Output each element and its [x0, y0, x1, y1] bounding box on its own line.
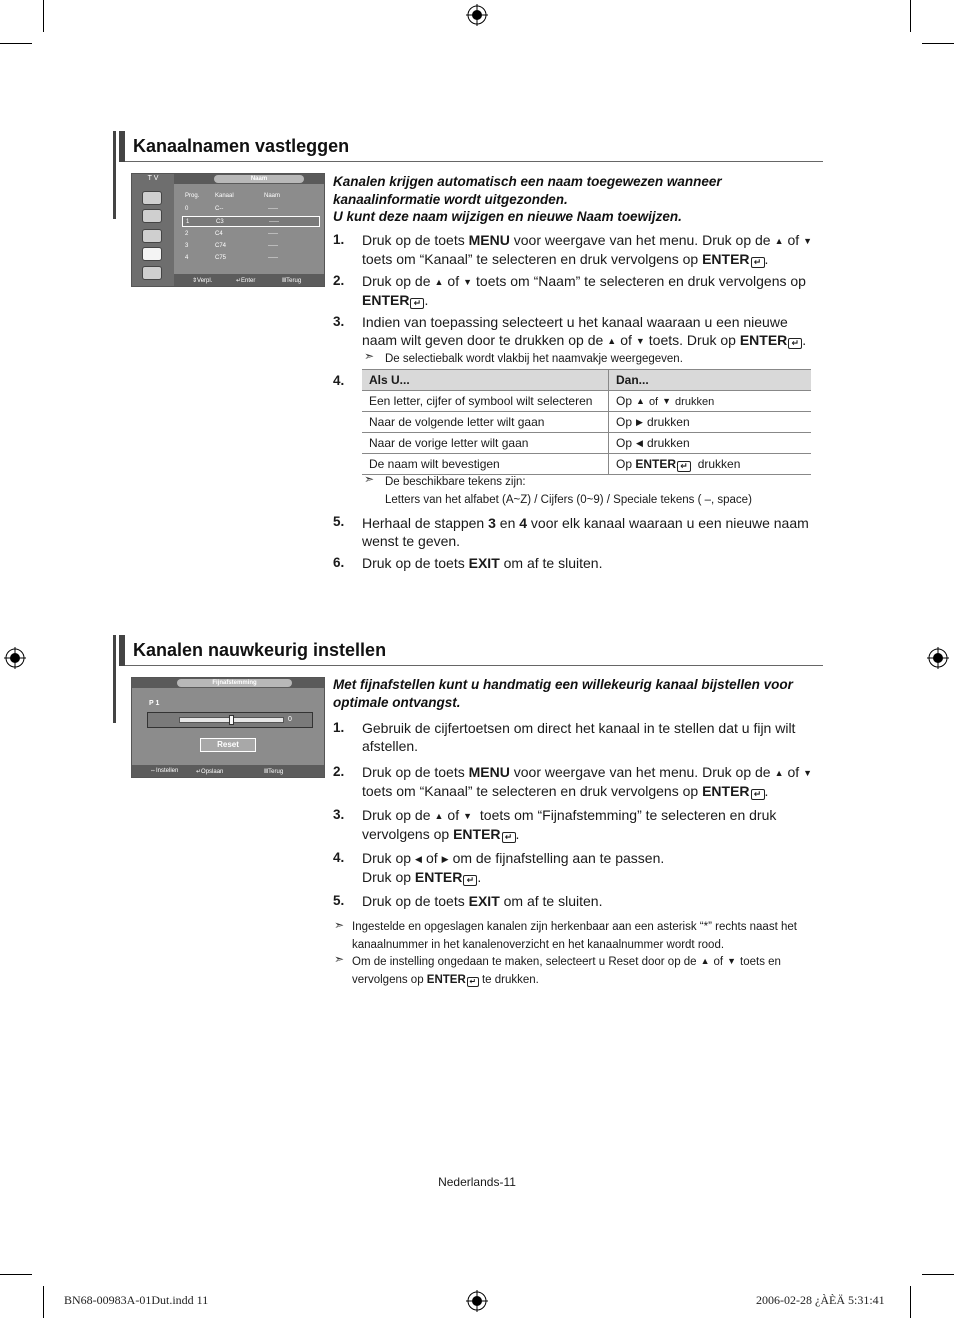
text: Druk op de toets — [362, 232, 469, 248]
text: Op — [616, 415, 633, 429]
enter-icon: ↵ — [502, 832, 516, 843]
section-rule — [125, 161, 823, 162]
note-line: kanaalnummer in het kanalenoverzicht en het kanaalnummer wordt rood. — [352, 939, 725, 951]
text: voor weergave van het menu. Druk op de — [509, 764, 771, 780]
table-row — [362, 412, 811, 433]
table-row — [362, 391, 811, 412]
text: drukken — [697, 456, 741, 471]
up-arrow-icon: ▲ — [434, 277, 444, 287]
text: . — [764, 251, 769, 267]
key-label: EXIT — [468, 893, 500, 909]
registration-mark-icon — [4, 647, 26, 669]
table-header-row — [362, 370, 811, 391]
down-arrow-icon: ▼ — [635, 336, 645, 346]
key-label: ENTER — [414, 869, 463, 885]
up-arrow-icon: ▲ — [607, 336, 617, 346]
key-label: ENTER — [739, 332, 788, 348]
intro-line: Kanalen krijgen automatisch een naam toegewezen wanneer — [333, 174, 722, 189]
crop-mark — [43, 0, 44, 32]
tv-menu-footer — [174, 274, 324, 286]
footer-hint-label: Terug — [268, 769, 284, 775]
column-header: Kanaal — [215, 193, 234, 199]
naam-cell: ----- — [269, 219, 279, 225]
footer-hint-label: Verpl. — [197, 278, 213, 284]
column-header: Prog. — [185, 193, 200, 199]
note-arrow-icon: ➣ — [364, 349, 375, 363]
tv-menu-fijnafstemming-screenshot — [131, 677, 325, 778]
text: Om de instelling ongedaan te maken, selecteert u Reset door op de — [352, 956, 697, 968]
step-text — [362, 272, 822, 309]
naam-cell: ----- — [268, 206, 278, 212]
up-arrow-icon: ▲ — [774, 768, 784, 778]
note-line: Letters van het alfabet (A~Z) / Cijfers (0~9) / Speciale tekens ( –, space) — [385, 494, 752, 506]
enter-icon: ↵ — [410, 298, 424, 309]
prog-cell: 1 — [186, 219, 190, 225]
table-cell — [609, 412, 812, 433]
text: of — [620, 332, 632, 348]
step-number: 2. — [333, 273, 345, 288]
text: voor weergave van het menu. Druk op de — [509, 232, 771, 248]
text: toets. Druk op — [648, 332, 740, 348]
footer-hint-enter: ↵Enter — [236, 278, 256, 284]
note-line: De beschikbare tekens zijn: — [385, 476, 526, 488]
step-text — [362, 313, 822, 350]
note-text — [352, 952, 822, 989]
table-cell — [609, 433, 812, 454]
text: Druk op de — [362, 807, 431, 823]
key-label: MENU — [468, 764, 510, 780]
section-accent-bar — [119, 131, 125, 162]
prog-cell: 3 — [185, 243, 189, 249]
enter-icon: ↵ — [467, 977, 479, 987]
up-arrow-icon: ▲ — [774, 236, 784, 246]
text: Herhaal de stappen — [362, 515, 489, 531]
bold-text: 3 — [488, 515, 496, 531]
action-table — [362, 369, 811, 475]
enter-icon: ↵ — [463, 875, 477, 886]
kanaal-cell: C4 — [215, 231, 223, 237]
crop-mark — [922, 43, 954, 44]
text: vervolgens op — [352, 974, 427, 986]
intro-line: Met fijnafstellen kunt u handmatig een willekeurig kanaal bijstellen voor — [333, 677, 793, 692]
step-text: Druk op de toets MENU voor weergave van het menu. Druk op de ▲ of ▼ toets om “Kanaal” te selecteren en druk vervolgens op ENTER ↵ . — [362, 763, 822, 800]
tv-menu-sidebar — [132, 174, 174, 286]
naam-cell: ----- — [268, 231, 278, 237]
tv-menu-row-selected — [182, 216, 320, 227]
step-text: Druk op de ▲ of ▼ toets om “Fijnafstemming” te selecteren en druk vervolgens op ENTER ↵ . — [362, 807, 777, 842]
down-arrow-icon: ▼ — [803, 236, 813, 246]
section-intro — [333, 676, 793, 711]
step-text — [362, 231, 822, 268]
text: of — [425, 850, 438, 866]
down-arrow-icon: ▼ — [662, 396, 672, 406]
left-arrow-icon: ◀ — [636, 438, 643, 448]
tv-menu-header — [174, 174, 324, 184]
text: Druk op de toets — [362, 555, 469, 571]
registration-mark-icon — [466, 4, 488, 26]
section-accent-bar — [119, 635, 125, 666]
section-accent-bar — [113, 635, 116, 723]
tv-menu-column-headers — [182, 191, 320, 202]
step-number: 4. — [333, 373, 345, 388]
table-header: Als U... — [362, 370, 609, 391]
footer-hint-label: Opslaan — [201, 769, 224, 775]
text: Indien van toepassing selecteert u het kanaal waaraan u een nieuwe — [362, 314, 788, 330]
text: drukken — [675, 396, 715, 408]
intro-line: kanaalinformatie wordt uitgezonden. — [333, 191, 568, 207]
text: toets en — [740, 956, 781, 968]
tv-menu-title: Fijnafstemming — [177, 679, 292, 687]
text: naam wilt geven door te drukken op de — [362, 332, 604, 348]
text: Druk op de — [362, 273, 431, 289]
text: toets om “Naam” te selecteren en druk vervolgens op — [476, 273, 806, 289]
text: om af te sluiten. — [499, 893, 603, 909]
note-arrow-icon: ➣ — [334, 918, 345, 932]
kanaal-cell: C74 — [215, 243, 227, 249]
right-arrow-icon: ▶ — [636, 417, 643, 427]
text: Druk op — [362, 869, 415, 885]
text: Gebruik de cijfertoetsen om direct het kanaal in te stellen dat u fijn wilt — [362, 720, 796, 736]
key-label: MENU — [468, 232, 510, 248]
note-text: De selectiebalk wordt vlakbij het naamvakje weergegeven. — [385, 353, 683, 365]
section-title: Kanaalnamen vastleggen — [133, 136, 350, 156]
text: drukken — [646, 436, 690, 450]
step-number: 3. — [333, 314, 345, 329]
reset-button: Reset — [200, 738, 256, 752]
crop-mark — [43, 1286, 44, 1318]
text: of — [648, 396, 659, 408]
table-cell: De naam wilt bevestigen — [362, 454, 609, 475]
prog-cell: 0 — [185, 206, 189, 212]
left-arrow-icon: ◀ — [415, 854, 422, 864]
step-number: 1. — [333, 720, 345, 735]
naam-cell: ----- — [268, 243, 278, 249]
footer-hint-move: ⇕Verpl. — [192, 278, 213, 284]
text: of — [713, 956, 724, 968]
registration-mark-icon — [927, 647, 949, 669]
tv-menu-row — [182, 241, 320, 252]
text: Druk op — [362, 850, 412, 866]
tv-menu-row — [182, 253, 320, 264]
enter-icon: ↵ — [677, 461, 691, 472]
step-text — [362, 514, 822, 550]
step-number: 6. — [333, 555, 345, 570]
text: te drukken. — [478, 974, 539, 986]
column-header: Naam — [264, 193, 281, 199]
footer-hint-label: Terug — [286, 278, 302, 284]
section-title: Kanalen nauwkeurig instellen — [133, 640, 387, 660]
step-number: 2. — [333, 764, 345, 779]
key-label: EXIT — [468, 555, 500, 571]
setup-icon — [142, 247, 162, 261]
footer-hint-return: ⅢTerug — [282, 278, 302, 284]
text: . — [424, 292, 429, 308]
key-label: ENTER — [702, 783, 750, 799]
key-label: ENTER — [362, 292, 410, 308]
section-intro — [333, 173, 722, 226]
intro-line: U kunt deze naam wijzigen en nieuwe Naam toewijzen. — [333, 209, 682, 224]
kanaal-cell: C-- — [215, 206, 224, 212]
down-arrow-icon: ▼ — [803, 768, 813, 778]
table-cell — [609, 391, 812, 412]
step-number: 3. — [333, 807, 345, 822]
section-accent-bar — [113, 131, 116, 219]
date-slug: 2006-02-28 ¿ÀÈÄ 5:31:41 — [756, 1293, 885, 1307]
page-number: Nederlands-11 — [438, 1175, 516, 1189]
note-arrow-icon: ➣ — [334, 952, 345, 966]
prog-cell: 4 — [185, 255, 189, 261]
text: toets om “Kanaal” te selecteren en druk vervolgens op — [362, 251, 703, 267]
text: of — [447, 273, 460, 289]
table-row — [362, 433, 811, 454]
text: voor elk kanaal waaraan u een nieuwe naam — [527, 515, 809, 531]
crop-mark — [910, 0, 911, 32]
footer-hint-label: Enter — [241, 278, 256, 284]
footer-hint-return: ⅢTerug — [264, 769, 284, 775]
picture-icon — [142, 191, 162, 205]
fine-tune-slider-track — [179, 717, 284, 723]
step-number: 1. — [333, 232, 345, 247]
key-label: ENTER — [702, 251, 750, 267]
text: of — [787, 232, 800, 248]
table-row — [362, 454, 811, 475]
tv-menu-header — [132, 678, 324, 688]
text: Druk op de toets — [362, 893, 469, 909]
step-number: 5. — [333, 893, 345, 908]
text: wenst te geven. — [362, 533, 461, 549]
tv-menu-side-label: T V — [147, 175, 159, 182]
text: Op — [616, 394, 633, 408]
file-slug: BN68-00983A-01Dut.indd 11 — [64, 1293, 209, 1307]
kanaal-cell: C3 — [216, 219, 224, 225]
note-text — [352, 918, 822, 954]
kanaal-cell: C75 — [215, 255, 227, 261]
naam-cell: ----- — [268, 255, 278, 261]
fine-tune-box — [147, 712, 313, 728]
text: . — [802, 332, 807, 348]
down-arrow-icon: ▼ — [727, 956, 737, 966]
crop-mark — [0, 43, 32, 44]
down-arrow-icon: ▼ — [463, 811, 473, 821]
step-text — [362, 719, 822, 755]
tv-menu-naam-screenshot — [131, 173, 325, 287]
text: drukken — [646, 415, 690, 429]
crop-mark — [910, 1286, 911, 1318]
sound-icon — [142, 209, 162, 223]
text: Op — [616, 436, 633, 450]
footer-hint-label: Instellen — [156, 768, 179, 774]
note-arrow-icon: ➣ — [364, 472, 375, 486]
crop-mark — [0, 1274, 32, 1275]
tv-menu-title: Naam — [214, 175, 304, 183]
section-rule — [125, 665, 823, 666]
step-text: Druk op ◀ of ▶ om de fijnafstelling aan te passen. Druk op ENTER ↵ . — [362, 850, 665, 885]
text: of — [447, 807, 460, 823]
table-cell: Naar de volgende letter wilt gaan — [362, 412, 609, 433]
table-cell: Een letter, cijfer of symbool wilt selecteren — [362, 391, 609, 412]
key-label: ENTER — [635, 456, 677, 471]
table-header: Dan... — [609, 370, 812, 391]
enter-icon: ↵ — [751, 257, 765, 268]
step-number: 5. — [333, 514, 345, 529]
table-cell — [609, 454, 812, 475]
enter-icon: ↵ — [751, 789, 765, 800]
footer-hint-adjust: ⇔Instellen — [150, 768, 179, 774]
bold-text: 4 — [519, 515, 528, 531]
right-arrow-icon: ▶ — [441, 854, 449, 864]
channel-icon — [142, 229, 162, 243]
text: toets om “Fijnafstemming” te selecteren en druk — [479, 807, 777, 823]
text: afstellen. — [362, 738, 419, 754]
text: of — [787, 764, 800, 780]
text: en — [495, 515, 520, 531]
fine-tune-slider-thumb — [229, 715, 234, 725]
tv-menu-footer — [132, 765, 324, 777]
text: om de fijnafstelling aan te passen. — [452, 850, 665, 866]
crop-mark — [922, 1274, 954, 1275]
note-line: Ingestelde en opgeslagen kanalen zijn herkenbaar aan een asterisk “*” rechts naast het — [352, 921, 797, 933]
step-text — [362, 892, 822, 910]
fine-tune-value: 0 — [288, 716, 292, 723]
down-arrow-icon: ▼ — [463, 277, 473, 287]
up-arrow-icon: ▲ — [636, 396, 645, 406]
step-number: 4. — [333, 850, 345, 865]
prog-cell: 2 — [185, 231, 189, 237]
text: vervolgens op — [362, 826, 454, 842]
key-label: ENTER — [426, 974, 466, 986]
step-text — [362, 554, 822, 572]
up-arrow-icon: ▲ — [700, 956, 710, 966]
text: Druk op de toets — [362, 764, 469, 780]
footer-hint-save: ↵Opslaan — [196, 769, 224, 775]
program-label: P 1 — [149, 700, 160, 707]
tv-menu-row — [182, 229, 320, 240]
intro-line: optimale ontvangst. — [333, 694, 461, 710]
registration-mark-icon — [466, 1290, 488, 1312]
enter-icon: ↵ — [788, 338, 802, 349]
text: toets om “Kanaal” te selecteren en druk vervolgens op — [362, 783, 703, 799]
tv-menu-row — [182, 204, 320, 215]
text: om af te sluiten. — [499, 555, 603, 571]
table-cell: Naar de vorige letter wilt gaan — [362, 433, 609, 454]
key-label: ENTER — [453, 826, 501, 842]
note-text — [385, 473, 752, 509]
up-arrow-icon: ▲ — [434, 811, 444, 821]
input-icon — [142, 266, 162, 280]
text: Op — [616, 456, 633, 471]
